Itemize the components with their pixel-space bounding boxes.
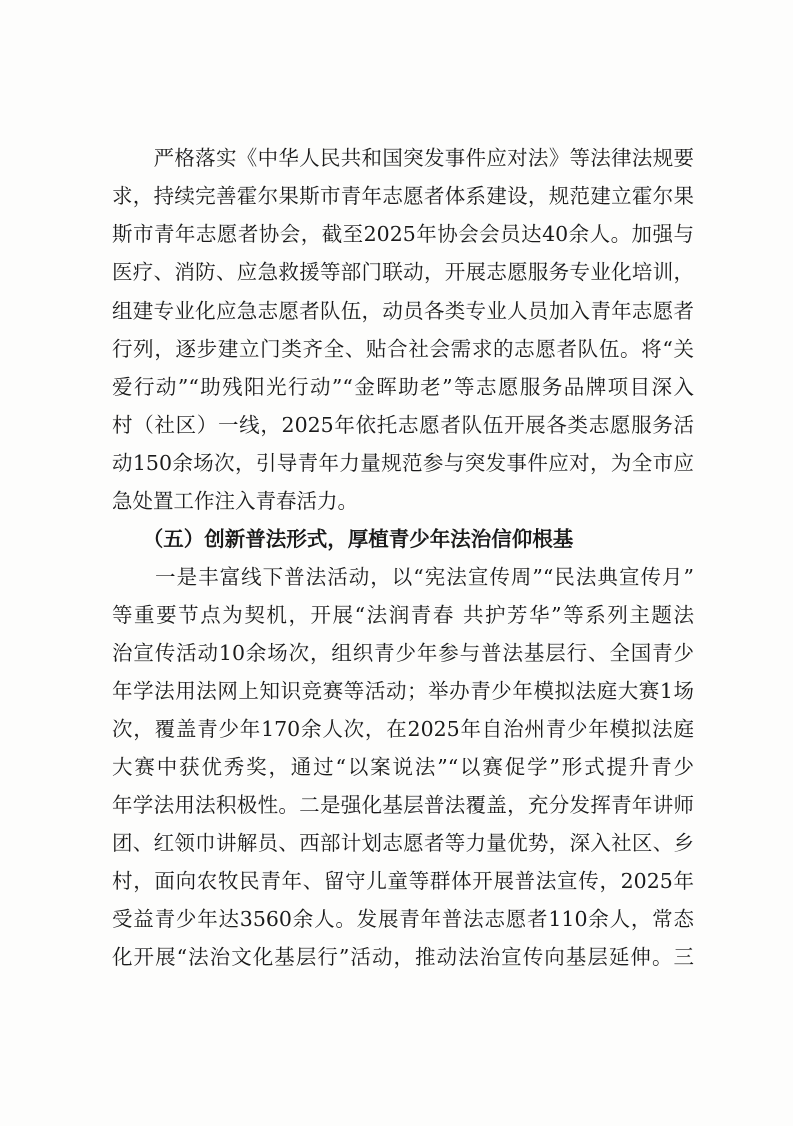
text-line: 村（社区）一线，2025年依托志愿者队伍开展各类志愿服务活	[112, 413, 694, 437]
text-line: 组建专业化应急志愿者队伍，动员各类专业人员加入青年志愿者	[112, 299, 694, 323]
text-line: 爱行动”“助残阳光行动”“金晖助老”等志愿服务品牌项目深入	[112, 375, 694, 399]
text-line: 急处置工作注入青春活力。	[112, 489, 358, 513]
text-line: 动150余场次，引导青年力量规范参与突发事件应对，为全市应	[112, 451, 694, 475]
section-heading: （五）创新普法形式，厚植青少年法治信仰根基	[112, 527, 574, 551]
text-line: 严格落实《中华人民共和国突发事件应对法》等法律法规要	[112, 146, 694, 170]
text-line: 求，持续完善霍尔果斯市青年志愿者体系建设，规范建立霍尔果	[112, 184, 694, 208]
text-line: 年学法用法网上知识竞赛等活动；举办青少年模拟法庭大赛1场	[112, 679, 694, 703]
text-line: 等重要节点为契机，开展“法润青春 共护芳华”等系列主题法	[112, 603, 694, 627]
text-line: 治宣传活动10余场次，组织青少年参与普法基层行、全国青少	[112, 641, 694, 665]
text-line: 团、红领巾讲解员、西部计划志愿者等力量优势，深入社区、乡	[112, 831, 694, 855]
text-line: 医疗、消防、应急救援等部门联动，开展志愿服务专业化培训，	[112, 260, 694, 284]
text-line: 一是丰富线下普法活动，以“宪法宣传周”“民法典宣传月”	[112, 565, 694, 589]
text-line: 大赛中获优秀奖，通过“以案说法”“以赛促学”形式提升青少	[112, 755, 694, 779]
text-line: 行列，逐步建立门类齐全、贴合社会需求的志愿者队伍。将“关	[112, 337, 694, 361]
text-line: 受益青少年达3560余人。发展青年普法志愿者110余人，常态	[112, 907, 694, 931]
text-line: 化开展“法治文化基层行”活动，推动法治宣传向基层延伸。三	[112, 945, 694, 969]
text-line: 村，面向农牧民青年、留守儿童等群体开展普法宣传，2025年	[112, 869, 694, 893]
text-line: 次，覆盖青少年170余人次，在2025年自治州青少年模拟法庭	[112, 717, 694, 741]
text-line: 斯市青年志愿者协会，截至2025年协会会员达40余人。加强与	[112, 222, 694, 246]
text-line: 年学法用法积极性。二是强化基层普法覆盖，充分发挥青年讲师	[112, 793, 694, 817]
